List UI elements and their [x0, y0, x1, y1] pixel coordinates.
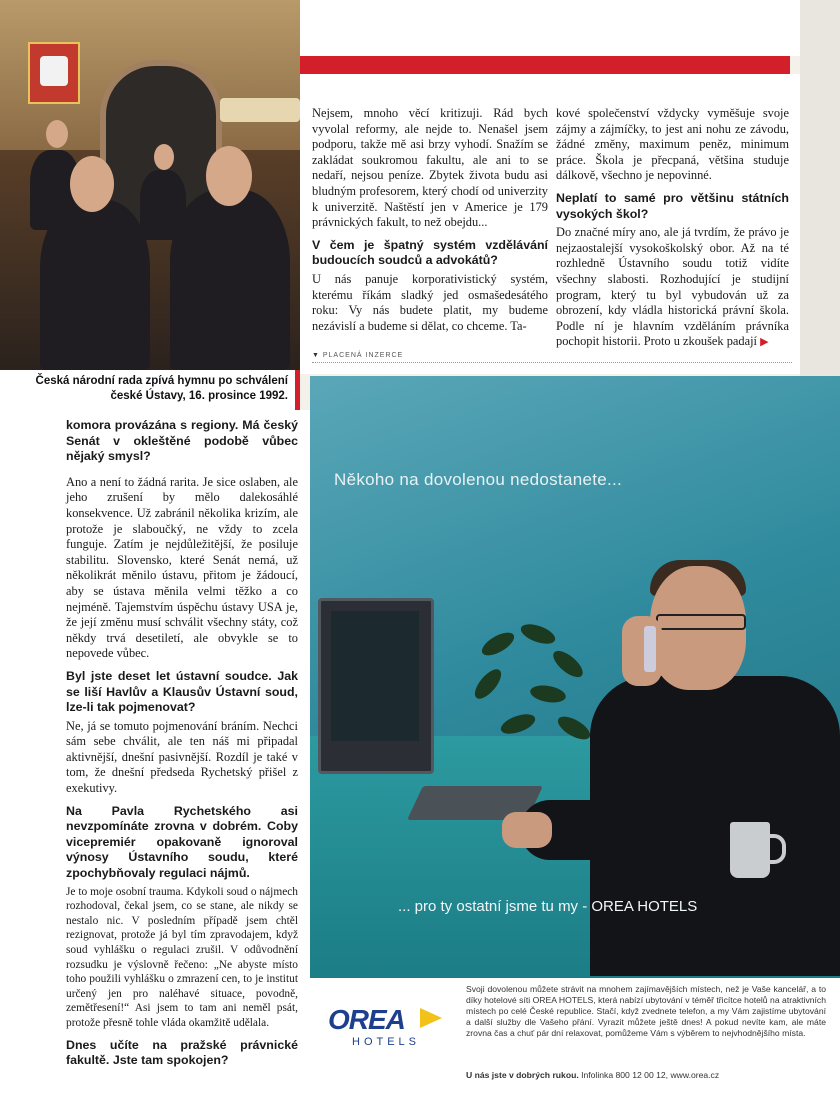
body-paragraph: Je to moje osobní trauma. Kdykoli soud o nájmech rozhodoval, čekal jsem, co se stane, ale nikdy se nestalo nic. V posledním případě jsem chtěl rezignovat, protože já byl tím zpravodajem, když soud vyhlášku o regulaci zrušil. V odůvodnění rozsudku je výslovně řečeno: „Ne abyste místo toho použili vyhlášku o zmrazení cen, to je institut určený jen pro naléhavé situace, povodně, zemětřesení!“ Asi jsem to tam ani neměl psát, protože přesně tohle vláda okamžitě udělala. [66, 885, 298, 1029]
body-paragraph: Nejsem, mnoho věcí kritizuji. Rád bych vyvolal reformy, ale nejde to. Nenašel jsem podporu, takže mě asi brzy vyhodí. Snažím se zakládat soukromou fakultu, ale ani to se nedaří, nejsou peníze. Zbytek života budu asi bludným profesorem, který chodí od univerzity k univerzitě. Naštěstí jen v Americe je 179 právnických fakult, to než obejdu... [312, 106, 548, 230]
paid-ad-label-text: PLACENÁ INZERCE [322, 352, 404, 359]
interview-question: V čem je špatný systém vzdělávání budoucích soudců a advokátů? [312, 237, 548, 268]
logo-subtitle: HOTELS [352, 1036, 421, 1048]
leaf [498, 710, 537, 737]
interview-question: Dnes učíte na pražské právnické fakultě. Jste tam spokojen? [66, 1037, 298, 1068]
leaf [529, 683, 567, 705]
glasses-icon [656, 614, 746, 630]
monitor-icon [318, 598, 434, 774]
leaf [478, 628, 517, 660]
ad-contact-slogan: U nás jste v dobrých rukou. [466, 1070, 579, 1080]
leaf [518, 620, 557, 647]
coat-of-arms-icon [28, 42, 80, 104]
phone-icon [644, 626, 656, 672]
logo-word: OREA [328, 1004, 405, 1035]
leaf [470, 665, 505, 703]
ad-contact [466, 1070, 826, 1080]
left-column [66, 418, 298, 1072]
interview-question: Na Pavla Rychetského asi nevzpomínáte zrovna v dobrém. Coby vicepremiér opakovaně ignoroval výnosy Ústavního soudu, které zpochybňovaly regulaci nájmů. [66, 803, 298, 881]
plant-icon [460, 626, 600, 756]
body-paragraph [556, 225, 789, 351]
interview-question: Neplatí to samé pro většinu státních vysokých škol? [556, 190, 789, 221]
orea-logo [328, 1004, 448, 1054]
man-hand [502, 812, 552, 848]
monitor-screen [331, 611, 419, 741]
body-text: Do značné míry ano, ale já tvrdím, že právo je nejzaostalejší vysokoškolský obor. Až na té rozhledně Ústavního soudu totiž vidíte všechny slabosti. Rozhodující je studijní program, který tu byl vybudován už za obrození, kdy vládla historická právní škola. Podle ní je hlavním vzděláním právníka pochopit historii. Proto u zkoušek padají [556, 225, 789, 349]
ad-photo [310, 376, 840, 978]
caption-accent-bar [295, 370, 300, 410]
photo-person-head [70, 156, 114, 212]
ad-tagline: ... pro ty ostatní jsme tu my - OREA HOTELS [398, 898, 698, 915]
paid-ad-label [312, 352, 792, 363]
photo-caption-box [0, 370, 300, 410]
body-paragraph: Ne, já se tomuto pojmenování bráním. Nechci sám sebe chválit, ale ten náš mi připadal aktivnější, dnešní pasivnější. Rozdíl je také v tom, že dnešní předseda Rychetský přišel z exekutivy. [66, 718, 298, 796]
page-edge [800, 0, 840, 376]
interview-question: komora provázána s regiony. Má český Senát v okleštěné podobě vůbec nějaký smysl? [66, 418, 298, 464]
photo-lamp [220, 98, 300, 122]
middle-column [312, 106, 548, 341]
orea-hotels-ad [310, 376, 840, 1096]
interview-question: Byl jste deset let ústavní soudce. Jak se liší Havlův a Klausův Ústavní soud, lze-li tak pojmenovat? [66, 668, 298, 715]
photo-person-head [206, 146, 252, 206]
ad-headline: Někoho na dovolenou nedostanete... [334, 470, 623, 489]
photo-person [170, 190, 290, 370]
body-paragraph: Ano a není to žádná rarita. Je sice oslaben, ale jeho zrušení by mělo dalekosáhlé konsekvence. Už zabránil několika krizím, ale protože je slaboučký, ne vždy to zcela funguje. Zatím je nejdůležitější, že posiluje stabilitu. Slovensko, které Senát nemá, už několikrát měnilo ústavu, přitom je žádoucí, aby se ústava měnila velmi těžko a co nejméně. Tajemstvím úspěchu ústavy USA je, že její změnu musí schválit všechny státy, což někdy trvá desetiletí, ale obvykle se to nepovede vůbec. [66, 474, 298, 661]
photo-person-head [154, 144, 174, 170]
ad-body-text: Svoji dovolenou můžete strávit na mnohem zajímavějších místech, než je Vaše kancelář, a to díky hotelové síti OREA HOTELS, která nabízí ubytování v téměř třicítce hotelů na atraktivních místech po celé České republice. Stačí, když zvednete telefon, a my Vám zajistíme ubytování a další služby dle Vašeho přání. Vyrazit můžete ještě dnes! A pokud nevíte kam, ale máte zrovna čas a chuť pár dní relaxovat, pomůžeme Vám s výběrem to nejvhodnějšího místa. [466, 984, 826, 1038]
top-band [300, 0, 800, 56]
ad-contact-info: Infolinka 800 12 00 12, www.orea.cz [581, 1070, 720, 1080]
triangle-icon: ▼ [312, 352, 323, 359]
parliament-photo [0, 0, 300, 370]
body-paragraph: kové společenství vždycky vyměšuje svoje zájmy a zájmíčky, to jest ani nohu ze závodu, žádné změny, maximum peněz, minimum práce. Škola je přecpaná, většina studuje dálkově, všechno je nepovinné. [556, 106, 789, 183]
photo-person [40, 200, 150, 370]
mug-icon [730, 822, 770, 878]
right-column [556, 106, 789, 358]
logo-arrow-icon [420, 1008, 442, 1028]
red-accent-bar [300, 56, 790, 74]
continue-arrow-icon: ▶ [760, 336, 769, 349]
body-paragraph: U nás panuje korporativistický systém, kterému říkám sladký jed osmašedesátého roku: Vy nás budete platit, my budeme nezávislí a budeme si dělat, co chceme. Ta- [312, 271, 548, 333]
photo-caption: Česká národní rada zpívá hymnu po schválení české Ústavy, 16. prosince 1992. [35, 375, 288, 402]
photo-person-head [46, 120, 68, 148]
man-hand [622, 616, 662, 686]
